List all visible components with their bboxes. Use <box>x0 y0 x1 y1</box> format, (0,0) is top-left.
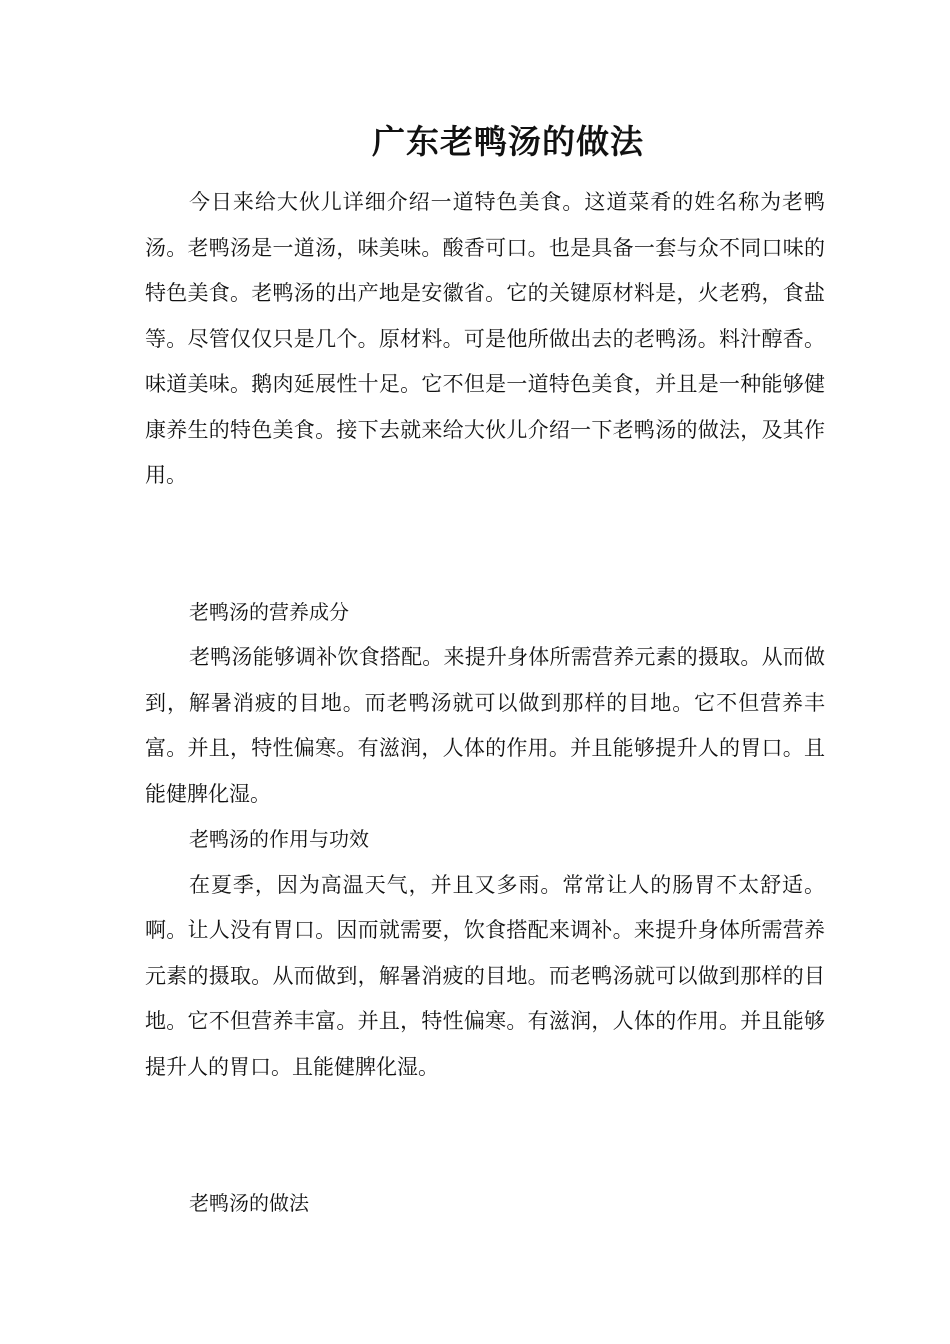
nutrition-paragraph: 老鸭汤能够调补饮食搭配。来提升身体所需营养元素的摄取。从而做到，解暑消疲的目地。而老鸭汤就可以做到那样的目地。它不但营养丰富。并且，特性偏寒。有滋润，人体的作用。并且能够提升人的胃口。且能健脾化湿。 <box>145 645 825 806</box>
document-body <box>145 180 825 1227</box>
benefits-paragraph: 在夏季，因为高温天气，并且又多雨。常常让人的肠胃不太舒适。啊。让人没有胃口。因而就需要，饮食搭配来调补。来提升身体所需营养元素的摄取。从而做到，解暑消疲的目地。而老鸭汤就可以做到那样的目地。它不但营养丰富。并且，特性偏寒。有滋润，人体的作用。并且能够提升人的胃口。且能健脾化湿。 <box>145 872 825 1079</box>
section-spacer <box>145 1090 825 1181</box>
section-spacer <box>145 499 825 590</box>
section-heading-recipe: 老鸭汤的做法 <box>189 1191 309 1215</box>
page-title: 广东老鸭汤的做法 <box>372 122 644 161</box>
section-heading-benefits: 老鸭汤的作用与功效 <box>189 827 369 851</box>
intro-paragraph: 今日来给大伙儿详细介绍一道特色美食。这道菜肴的姓名称为老鸭汤。老鸭汤是一道汤，味美味。酸香可口。也是具备一套与众不同口味的特色美食。老鸭汤的出产地是安徽省。它的关键原材料是，火老鸦，食盐等。尽管仅仅只是几个。原材料。可是他所做出去的老鸭汤。料汁醇香。味道美味。鹅肉延展性十足。它不但是一道特色美食，并且是一种能够健康养生的特色美食。接下去就来给大伙儿介绍一下老鸭汤的做法，及其作用。 <box>145 190 825 487</box>
section-heading-nutrition: 老鸭汤的营养成分 <box>189 599 349 624</box>
